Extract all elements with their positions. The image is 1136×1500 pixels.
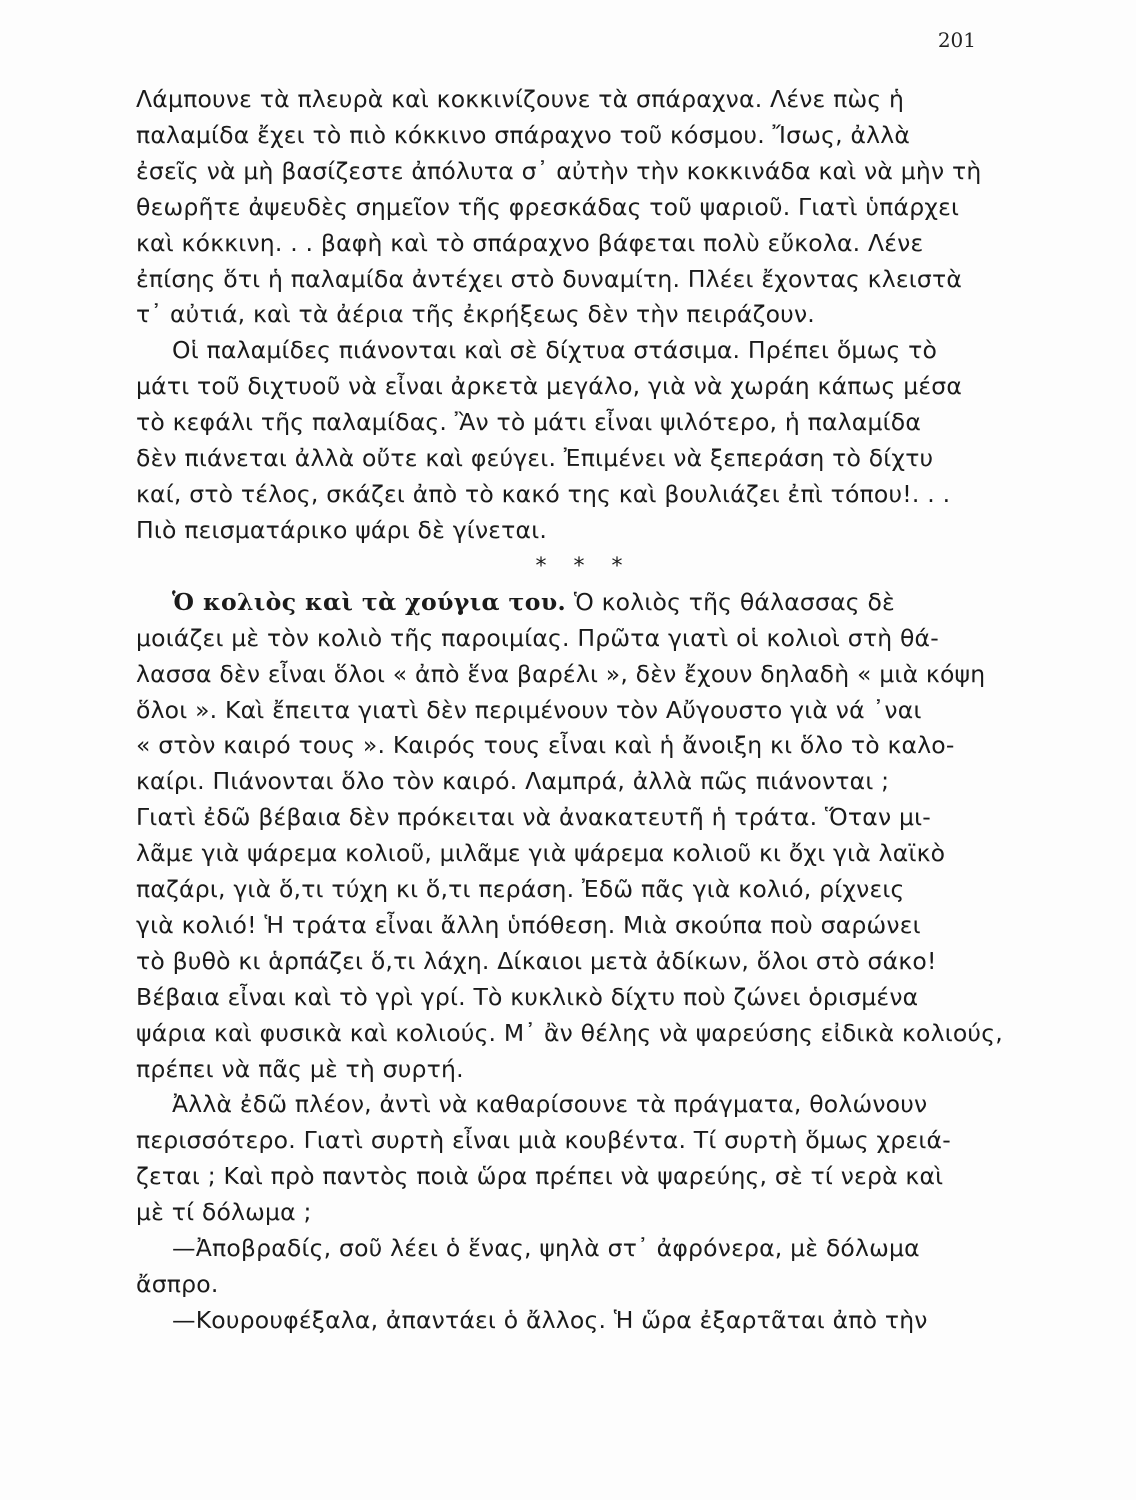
text-line: λᾶμε γιὰ ψάρεμα κολιοῦ, μιλᾶμε γιὰ ψάρεμα κολιοῦ κι ὄχι γιὰ λαϊκὸ (136, 839, 946, 868)
text-line: μάτι τοῦ διχτυοῦ νὰ εἶναι ἀρκετὰ μεγάλο, γιὰ νὰ χωράη κάπως μέσα (136, 372, 963, 401)
text-line: καί, στὸ τέλος, σκάζει ἀπὸ τὸ κακό της καὶ βουλιάζει ἐπὶ τόπου!. . . (136, 479, 951, 508)
text-line: ἐσεῖς νὰ μὴ βασίζεστε ἀπόλυτα σ᾽ αὐτὴν τὴν κοκκινάδα καὶ νὰ μὴν τὴ (136, 156, 982, 185)
heading-line-rest: Ὁ κολιὸς τῆς θάλασσας δὲ (573, 587, 895, 616)
text-line: Βέβαια εἶναι καὶ τὸ γρὶ γρί. Τὸ κυκλικὸ δίχτυ ποὺ ζώνει ὁρισμένα (136, 982, 919, 1011)
text-line: παζάρι, γιὰ ὅ,τι τύχη κι ὅ,τι περάση. Ἐδῶ πᾶς γιὰ κολιό, ρίχνεις (136, 875, 905, 904)
text-line: « στὸν καιρό τους ». Καιρός τους εἶναι καὶ ἡ ἄνοιξη κι ὅλο τὸ καλο- (136, 731, 955, 760)
body-text (136, 82, 1003, 1339)
text-line: τ᾽ αὐτιά, καὶ τὰ ἀέρια τῆς ἐκρήξεως δὲν τὴν πειράζουν. (136, 300, 815, 329)
text-line: Λάμπουνε τὰ πλευρὰ καὶ κοκκινίζουνε τὰ σπάραχνα. Λένε πὼς ἡ (136, 85, 905, 113)
section-separator: * * * (535, 553, 633, 579)
text-line: —Ἀποβραδίς, σοῦ λέει ὁ ἕνας, ψηλὰ στ᾽ ἀφρόνερα, μὲ δόλωμα (172, 1234, 920, 1263)
text-line: —Κουρουφέξαλα, ἀπαντάει ὁ ἄλλος. Ἡ ὥρα ἐξαρτᾶται ἀπὸ τὴν (172, 1305, 928, 1334)
section-paragraph (136, 585, 1003, 1088)
text-line: ἐπίσης ὅτι ἡ παλαμίδα ἀντέχει στὸ δυναμίτη. Πλέει ἔχοντας κλειστὰ (136, 264, 963, 293)
text-line: γιὰ κολιό! Ἡ τράτα εἶναι ἄλλη ὑπόθεση. Μιὰ σκούπα ποὺ σαρώνει (136, 910, 921, 939)
text-line: Πιὸ πεισματάρικο ψάρι δὲ γίνεται. (136, 515, 548, 544)
text-line-with-heading (136, 585, 992, 621)
text-line: μὲ τί δόλωμα ; (136, 1198, 312, 1227)
text-line: καὶ κόκκινη. . . βαφὴ καὶ τὸ σπάραχνο βάφεται πολὺ εὔκολα. Λένε (136, 228, 924, 257)
text-line: ζεται ; Καὶ πρὸ παντὸς ποιὰ ὥρα πρέπει νὰ ψαρεύης, σὲ τί νερὰ καὶ (136, 1162, 944, 1191)
text-line: Γιατὶ ἐδῶ βέβαια δὲν πρόκειται νὰ ἀνακατευτῆ ἡ τράτα. Ὅταν μι- (136, 803, 931, 832)
dialogue-line-1 (136, 1231, 992, 1303)
text-line: θεωρῆτε ἀψευδὲς σημεῖον τῆς φρεσκάδας τοῦ ψαριοῦ. Γιατὶ ὑπάρχει (136, 192, 960, 221)
text-line: Ἀλλὰ ἐδῶ πλέον, ἀντὶ νὰ καθαρίσουνε τὰ πράγματα, θολώνουν (172, 1090, 928, 1119)
text-line: μοιάζει μὲ τὸν κολιὸ τῆς παροιμίας. Πρῶτα γιατὶ οἱ κολιοὶ στὴ θά- (136, 623, 939, 652)
text-line: ἄσπρο. (136, 1270, 219, 1298)
text-line: τὸ βυθὸ κι ἁρπάζει ὅ,τι λάχη. Δίκαιοι μετὰ ἀδίκων, ὅλοι στὸ σάκο! (136, 946, 937, 975)
paragraph-2 (136, 333, 992, 548)
text-line: παλαμίδα ἔχει τὸ πιὸ κόκκινο σπάραχνο τοῦ κόσμου. Ἴσως, ἀλλὰ (136, 120, 911, 149)
dialogue-line-2 (136, 1303, 992, 1339)
text-line: ὅλοι ». Καὶ ἔπειτα γιατὶ δὲν περιμένουν τὸν Αὔγουστο γιὰ νά ᾽ναι (136, 695, 922, 724)
text-line: Οἱ παλαμίδες πιάνονται καὶ σὲ δίχτυα στάσιμα. Πρέπει ὅμως τὸ (172, 336, 938, 365)
page-number: 201 (937, 28, 976, 52)
text-line: ψάρια καὶ φυσικὰ καὶ κολιούς. Μ᾽ ἂν θέλης νὰ ψαρεύσης εἰδικὰ κολιούς, (136, 1018, 1003, 1047)
text-line: περισσότερο. Γιατὶ συρτὴ εἶναι μιὰ κουβέντα. Τί συρτὴ ὅμως χρειά- (136, 1126, 951, 1155)
text-line: λασσα δὲν εἶναι ὅλοι « ἀπὸ ἕνα βαρέλι », δὲν ἔχουν δηλαδὴ « μιὰ κόψη (136, 659, 986, 688)
text-line: πρέπει νὰ πᾶς μὲ τὴ συρτή. (136, 1054, 464, 1083)
text-line: τὸ κεφάλι τῆς παλαμίδας. Ἂν τὸ μάτι εἶναι ψιλότερο, ἡ παλαμίδα (136, 408, 922, 437)
paragraph-closing-1 (136, 1087, 992, 1231)
section-heading: Ὁ κολιὸς καὶ τὰ χούγια του. (172, 587, 567, 616)
text-line: δὲν πιάνεται ἀλλὰ οὔτε καὶ φεύγει. Ἐπιμένει νὰ ξεπεράση τὸ δίχτυ (136, 444, 934, 473)
paragraph-1 (136, 82, 992, 333)
text-line: καίρι. Πιάνονται ὅλο τὸν καιρό. Λαμπρά, ἀλλὰ πῶς πιάνονται ; (136, 767, 890, 796)
